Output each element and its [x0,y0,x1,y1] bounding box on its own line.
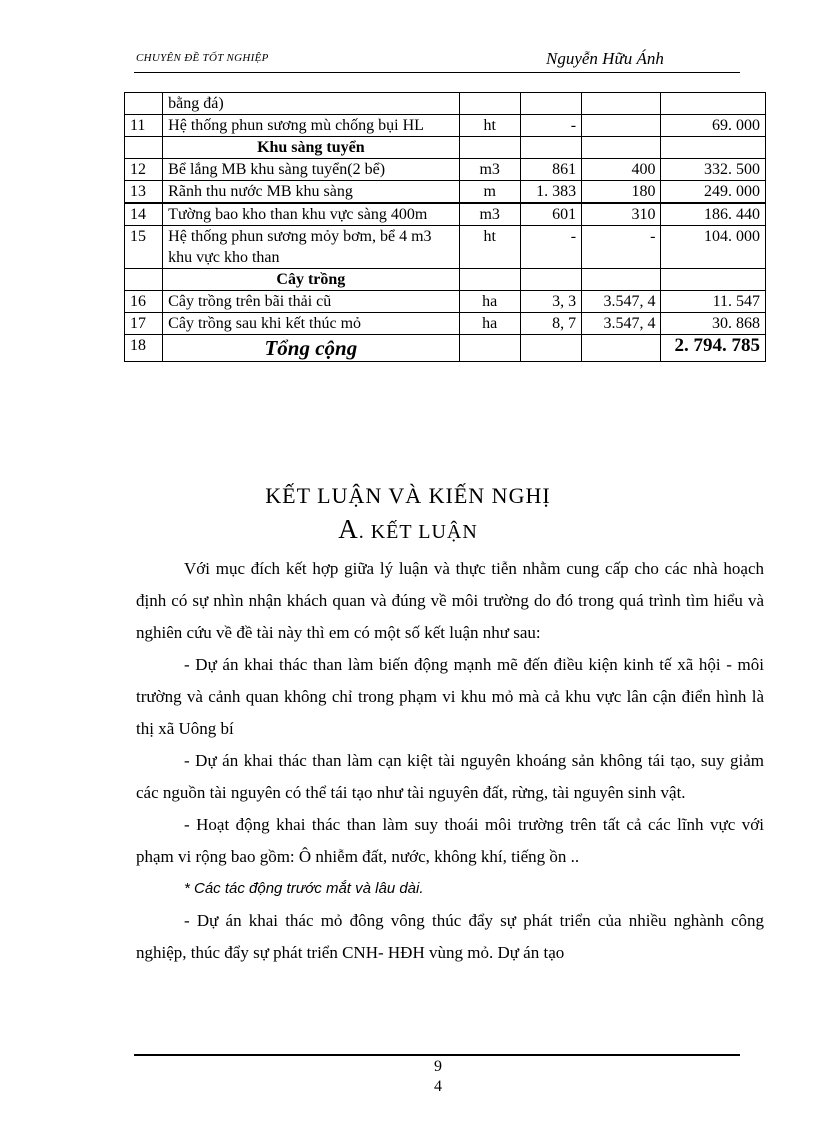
item-name: Hệ thống phun sương mù chống bụi HL [163,115,459,137]
item-amount: 69. 000 [661,115,766,137]
item-name: bằng đá) [163,93,459,115]
item-quantity: - [520,226,581,269]
item-price: - [582,226,661,269]
row-number [125,93,163,115]
row-number: 14 [125,203,163,226]
row-number: 13 [125,181,163,204]
item-amount: 30. 868 [661,313,766,335]
section-title: Cây trồng [163,269,459,291]
row-number: 15 [125,226,163,269]
item-quantity: 601 [520,203,581,226]
section-heading: KẾT LUẬN VÀ KIẾN NGHỊ [265,483,551,508]
item-name: Cây trồng trên bãi thải cũ [163,291,459,313]
table-row [125,93,766,115]
item-unit: m3 [459,203,520,226]
item-name: Bể lắng MB khu sàng tuyển(2 bể) [163,159,459,181]
item-unit: ht [459,115,520,137]
item-name: Cây trồng sau khi kết thúc mỏ [163,313,459,335]
paragraph: - Dự án khai thác than làm biến động mạnh mẽ đến điều kiện kinh tế xã hội - môi trường và cảnh quan không chỉ trong phạm vi khu mỏ mà cả khu vực lân cận điển hình là thị xã Uông bí [136,655,764,738]
total-amount: 2. 794. 785 [661,335,766,362]
table-row [125,181,766,204]
paragraph: - Dự án khai thác than làm cạn kiệt tài nguyên khoáng sản không tái tạo, suy giảm các nguồn tài nguyên có thể tái tạo như tài nguyên đất, rừng, tài nguyên sinh vật. [136,751,764,802]
item-quantity [520,93,581,115]
header-doc-title: CHUYÊN ĐỀ TỐT NGHIỆP [136,52,269,64]
item-amount: 332. 500 [661,159,766,181]
footer-rule [134,1054,740,1056]
row-number: 11 [125,115,163,137]
item-amount: 249. 000 [661,181,766,204]
total-row [125,335,766,362]
paragraph: - Dự án khai thác mỏ đông vông thúc đẩy sự phát triển của nhiều nghành công nghiệp, thúc đẩy sự phát triển CNH- HĐH vùng mỏ. Dự án tạo [136,911,764,962]
row-number: 12 [125,159,163,181]
table-row [125,159,766,181]
item-amount: 11. 547 [661,291,766,313]
item-price: 3.547, 4 [582,313,661,335]
item-price [582,93,661,115]
total-label: Tổng cộng [163,335,459,362]
table-row [125,313,766,335]
item-unit: m [459,181,520,204]
item-name: Hệ thống phun sương mỏy bơm, bể 4 m3 khu vực kho than [163,226,459,269]
item-price: 310 [582,203,661,226]
item-name: Rãnh thu nước MB khu sàng [163,181,459,204]
item-unit: m3 [459,159,520,181]
subsection-letter: A [338,514,359,544]
item-unit: ha [459,313,520,335]
item-quantity: 8, 7 [520,313,581,335]
page-number-line-2: 4 [434,1078,442,1095]
body-text [136,553,764,969]
paragraph: - Hoạt động khai thác than làm suy thoái môi trường trên tất cả các lĩnh vực với phạm vi rộng bao gồm: Ô nhiễm đất, nước, không khí, tiếng ồn .. [136,815,764,866]
paragraph: Với mục đích kết hợp giữa lý luận và thực tiễn nhằm cung cấp cho các nhà hoạch định có sự nhìn nhận khách quan và đúng về môi trường do đó trong quá trình tìm hiểu và nghiên cứu về đề tài này thì em có một số kết luận như sau: [136,559,764,642]
item-unit [459,93,520,115]
item-unit: ha [459,291,520,313]
subsection-title: . KẾT LUẬN [358,521,478,543]
row-number: 17 [125,313,163,335]
item-amount: 186. 440 [661,203,766,226]
header-rule [134,72,740,73]
item-amount: 104. 000 [661,226,766,269]
table-row [125,203,766,226]
header-author: Nguyễn Hữu Ánh [546,49,664,68]
item-price: 400 [582,159,661,181]
section-title: Khu sàng tuyển [163,137,459,159]
item-quantity: 1. 383 [520,181,581,204]
item-unit: ht [459,226,520,269]
note-paragraph: * Các tác động trước mắt và lâu dài. [184,880,424,897]
item-price [582,115,661,137]
item-name: Tường bao kho than khu vực sàng 400m [163,203,459,226]
cost-table [124,92,766,362]
section-row [125,137,766,159]
item-amount [661,93,766,115]
subsection-heading [0,514,816,545]
row-number: 16 [125,291,163,313]
item-price: 3.547, 4 [582,291,661,313]
item-quantity: 861 [520,159,581,181]
table-row [125,226,766,269]
page-number-line-1: 9 [434,1058,442,1075]
section-row [125,269,766,291]
item-quantity: 3, 3 [520,291,581,313]
row-number: 18 [125,335,163,362]
table-row [125,291,766,313]
item-price: 180 [582,181,661,204]
table-row [125,115,766,137]
item-quantity: - [520,115,581,137]
